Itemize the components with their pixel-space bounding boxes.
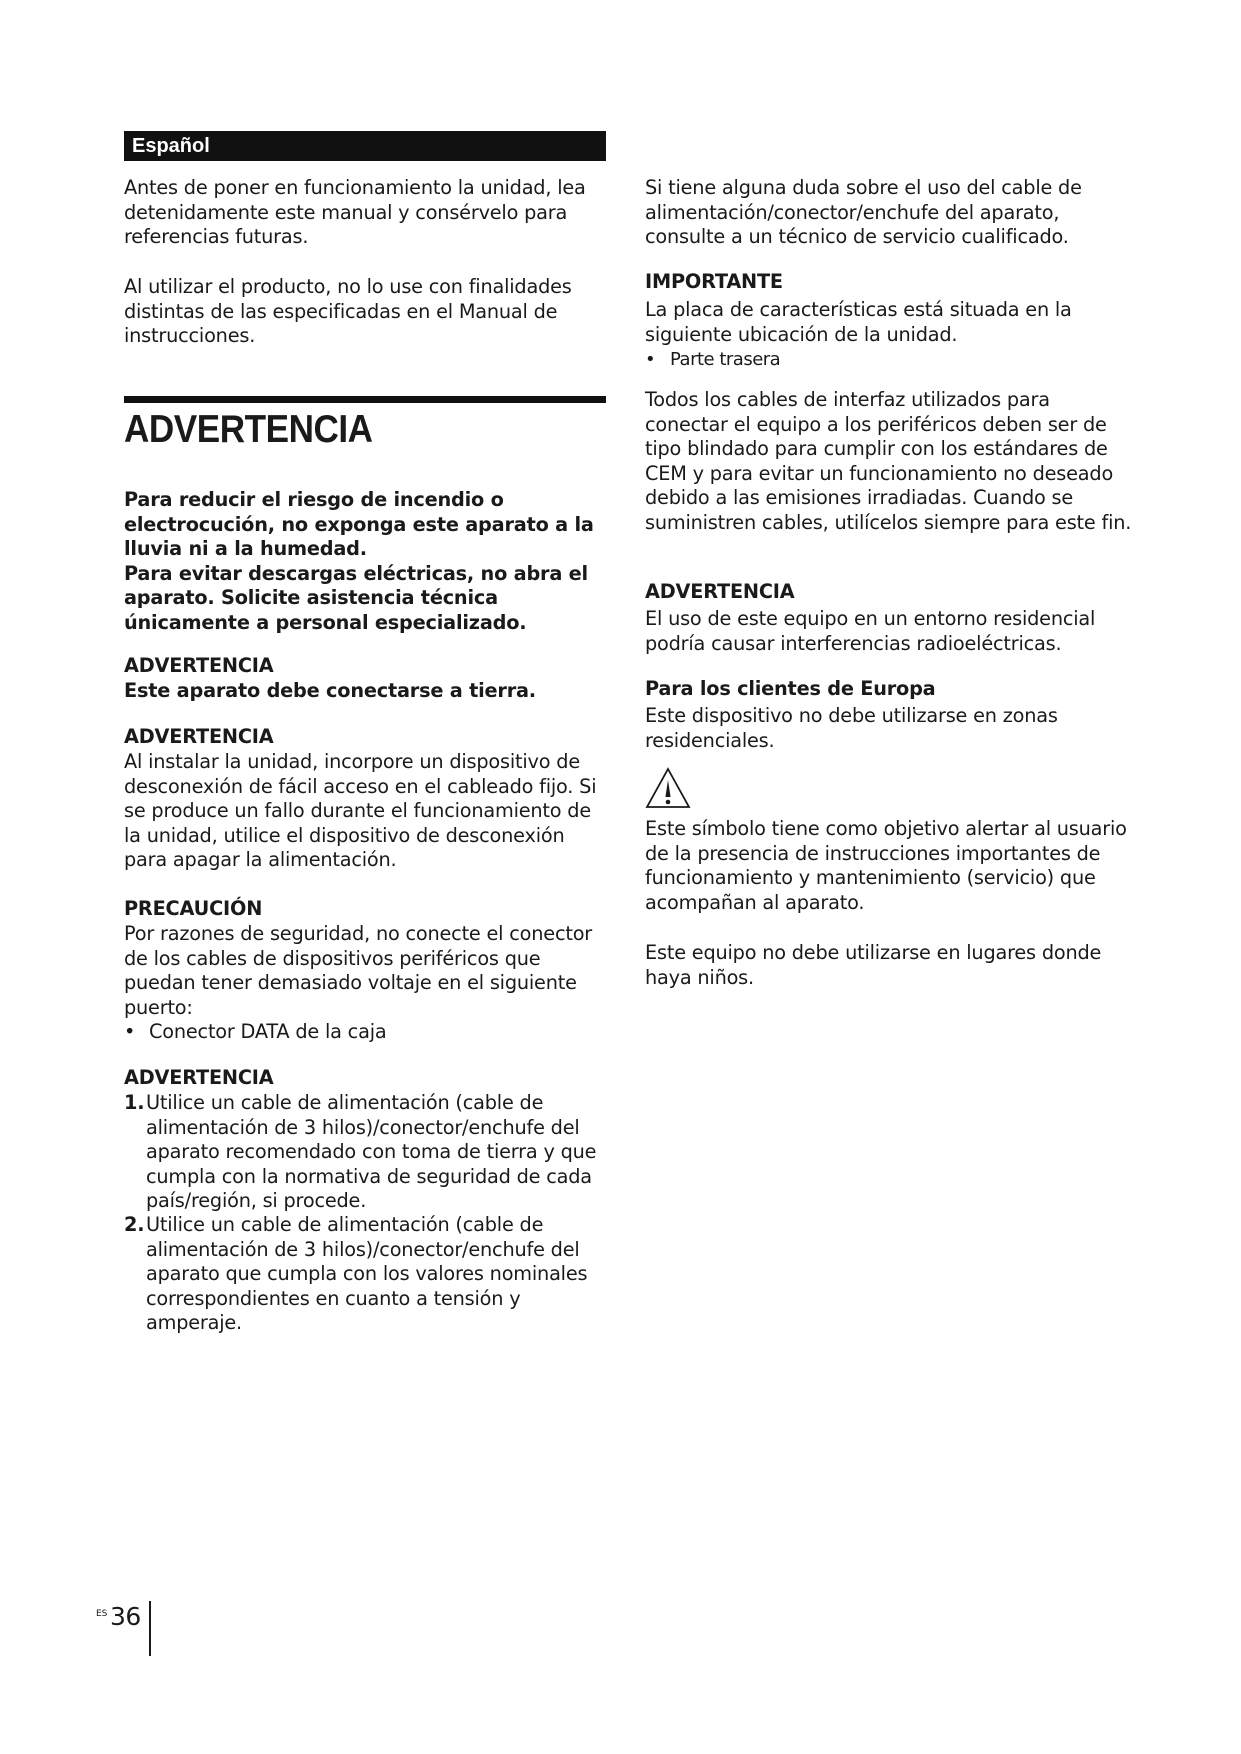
warning-heading-ground: ADVERTENCIA <box>124 654 274 677</box>
warning-heading-power-cable: ADVERTENCIA <box>124 1066 274 1089</box>
important-bullet-text: Parte trasera <box>670 349 781 370</box>
caution-bullet-text: Conector DATA de la caja <box>149 1020 387 1043</box>
interface-cables-text: Todos los cables de interfaz utilizados para conectar el equipo a los periféricos deben ser de tipo blindado para cumplir con los estándares de CEM y para evitar un funcionamiento no deseado debido a las emisiones irradiadas. Cuando se suministren cables, utilícelos siempre para este fin. <box>645 388 1132 534</box>
list-item <box>124 1091 606 1214</box>
list-item-text: Utilice un cable de alimentación (cable de alimentación de 3 hilos)/conector/enchufe del aparato que cumpla con los valores nominales correspondientes en cuanto a tensión y amperaje. <box>146 1213 588 1335</box>
warning-heading-disconnect: ADVERTENCIA <box>124 725 274 748</box>
bold-warning: Para reducir el riesgo de incendio o electrocución, no exponga este aparato a la lluvia ni a la humedad. Para evitar descargas eléctricas, no abra el aparato. Solicite asistencia técnica únicamente a personal especializado. <box>124 488 594 634</box>
language-tab: Español <box>124 131 606 161</box>
bullet-dot: • <box>645 349 656 370</box>
warning-text-ground: Este aparato debe conectarse a tierra. <box>124 679 536 702</box>
page-number: 36 <box>110 1602 141 1631</box>
caution-text: Por razones de seguridad, no conecte el conector de los cables de dispositivos periféricos que puedan tener demasiado voltaje en el siguiente puerto: <box>124 922 593 1019</box>
important-text: La placa de características está situada en la siguiente ubicación de la unidad. <box>645 298 1072 346</box>
europe-heading: Para los clientes de Europa <box>645 677 936 700</box>
bullet-dot: • <box>124 1020 136 1043</box>
warning-text-disconnect: Al instalar la unidad, incorpore un dispositivo de desconexión de fácil acceso en el cableado fijo. Si se produce un fallo durante el funcionamiento de la unidad, utilice el dispositivo de desconexión para apagar la alimentación. <box>124 750 597 872</box>
list-item <box>124 1213 606 1336</box>
caution-heading: PRECAUCIÓN <box>124 897 263 920</box>
residential-warning-heading: ADVERTENCIA <box>645 580 795 603</box>
important-heading: IMPORTANTE <box>645 270 783 293</box>
list-item-text: Utilice un cable de alimentación (cable de alimentación de 3 hilos)/conector/enchufe del aparato recomendado con toma de tierra y que cumpla con la normativa de seguridad de cada país/región, si procede. <box>146 1091 597 1213</box>
section-divider <box>124 396 606 403</box>
right-intro: Si tiene alguna duda sobre el uso del cable de alimentación/conector/enchufe del aparato, consulte a un técnico de servicio cualificado. <box>645 176 1082 249</box>
page-title: ADVERTENCIA <box>124 408 373 451</box>
children-warning-text: Este equipo no debe utilizarse en lugares donde haya niños. <box>645 941 1102 989</box>
important-bullet <box>645 348 1135 373</box>
intro-paragraph-1: Antes de poner en funcionamiento la unidad, lea detenidamente este manual y consérvelo para referencias futuras. <box>124 176 586 249</box>
residential-warning-text: El uso de este equipo en un entorno residencial podría causar interferencias radioeléctricas. <box>645 607 1096 655</box>
footer-divider <box>149 1601 151 1656</box>
symbol-explanation-text: Este símbolo tiene como objetivo alertar al usuario de la presencia de instrucciones importantes de funcionamiento y mantenimiento (servicio) que acompañan al aparato. <box>645 817 1127 914</box>
list-item-number: 2. <box>124 1213 145 1236</box>
intro-paragraph-2: Al utilizar el producto, no lo use con finalidades distintas de las especificadas en el Manual de instrucciones. <box>124 275 572 348</box>
list-item-number: 1. <box>124 1091 145 1114</box>
footer-language-code: ES <box>96 1609 108 1619</box>
europe-text: Este dispositivo no debe utilizarse en zonas residenciales. <box>645 704 1058 752</box>
warning-triangle-icon <box>645 767 691 809</box>
caution-bullet <box>124 1020 606 1045</box>
